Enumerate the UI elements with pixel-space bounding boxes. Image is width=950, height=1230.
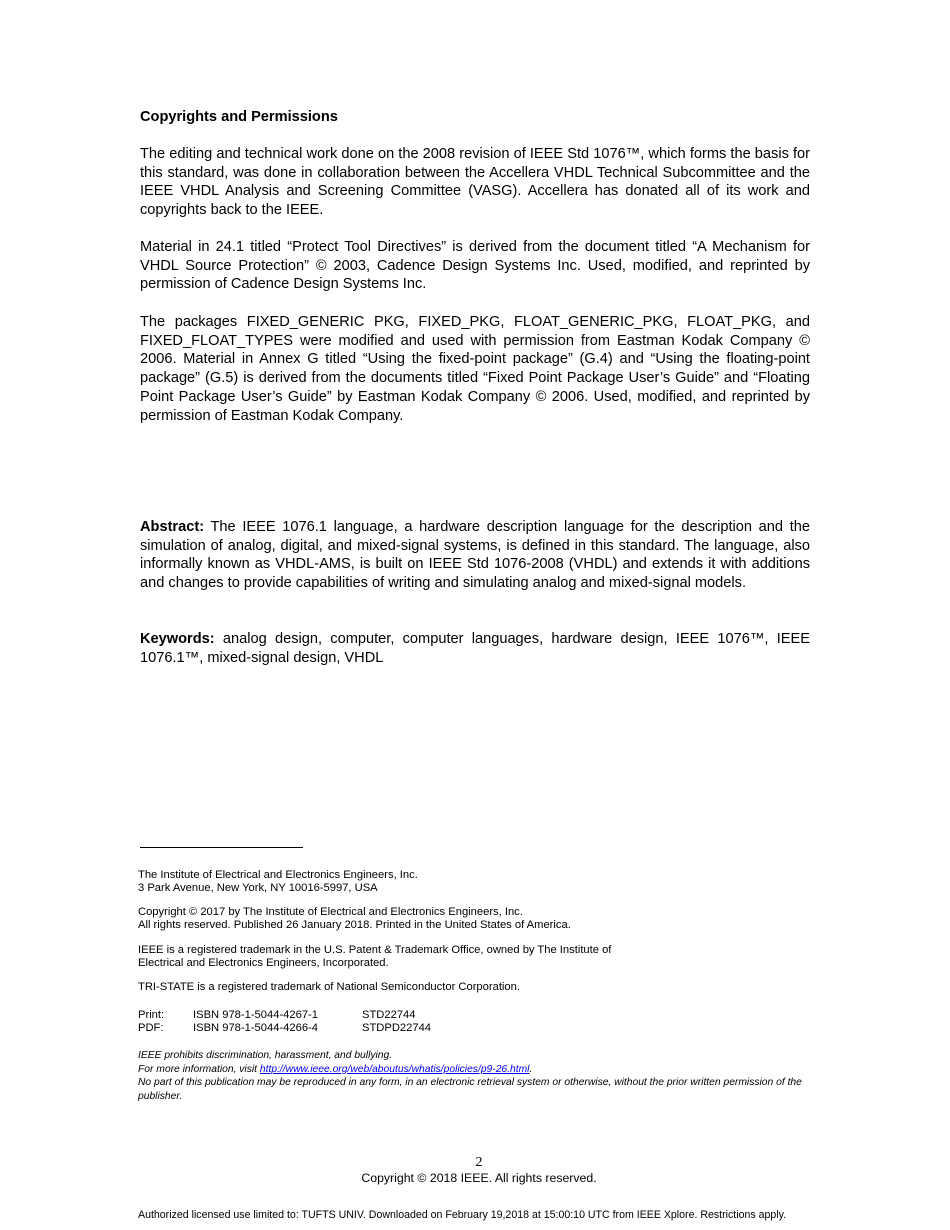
trademark-block bbox=[138, 944, 818, 970]
abstract-text: The IEEE 1076.1 language, a hardware description language for the description and the simulation of analog, digital, and mixed-signal systems, is defined in this standard. The language, also informally known as VHDL-AMS, is built on IEEE Std 1076-2008 (VHDL) and extends it with additions and changes to provide capabilities of writing and simulating analog and mixed-signal models. bbox=[140, 519, 810, 592]
abstract-label: Abstract: bbox=[140, 519, 205, 535]
paragraph-kodak: The packages FIXED_GENERIC PKG, FIXED_PKG, FLOAT_GENERIC_PKG, FLOAT_PKG, and FIXED_FLOAT_TYPES were modified and used with permission from Eastman Kodak Company © 2006. Material in Annex G titled “Using the fixed-point package” (G.4) and “Using the floating-point package” (G.5) is derived from the documents titled “Fixed Point Package User’s Guide” and “Floating Point Package User’s Guide” by Eastman Kodak Company © 2006. Used, modified, and reprinted by permission of Eastman Kodak Company. bbox=[140, 314, 810, 424]
keywords bbox=[140, 630, 810, 667]
publisher-name: The Institute of Electrical and Electronics Engineers, Inc. bbox=[138, 869, 418, 881]
info-suffix: . bbox=[529, 1063, 533, 1075]
isbn-row-pdf bbox=[138, 1022, 818, 1035]
isbn-block bbox=[138, 1009, 818, 1035]
authorized-use-notice: Authorized licensed use limited to: TUFTS UNIV. Downloaded on February 19,2018 at 15:00:10 UTC from IEEE Xplore. Restrictions apply. bbox=[138, 1209, 787, 1221]
isbn-number: ISBN 978-1-5044-4266-4 bbox=[193, 1021, 319, 1034]
rights-line: All rights reserved. Published 26 January 2018. Printed in the United States of America. bbox=[138, 918, 571, 931]
tristate-notice: TRI-STATE is a registered trademark of National Semiconductor Corporation. bbox=[138, 981, 520, 993]
trademark-line-2: Electrical and Electronics Engineers, Incorporated. bbox=[138, 956, 389, 969]
paragraph-accellera: The editing and technical work done on the 2008 revision of IEEE Std 1076™, which forms the basis for this standard, was done in collaboration between the Accellera VHDL Technical Subcommittee and the IEEE VHDL Analysis and Screening Committee (VASG). Accellera has donated all of its work and copyrights back to the IEEE. bbox=[140, 146, 810, 219]
footer-copyright: Copyright © 2018 IEEE. All rights reserved. bbox=[361, 1171, 597, 1185]
isbn-code: STDPD22744 bbox=[362, 1021, 432, 1034]
page-number: 2 bbox=[475, 1155, 483, 1170]
copyright-block bbox=[138, 906, 818, 932]
abstract bbox=[140, 518, 810, 593]
isbn-label: PDF: bbox=[138, 1021, 164, 1034]
section-heading: Copyrights and Permissions bbox=[140, 109, 338, 125]
reproduction-notice: No part of this publication may be reproduced in any form, in an electronic retrieval system or otherwise, without the prior written permission of the publisher. bbox=[138, 1077, 802, 1102]
isbn-code: STD22744 bbox=[362, 1009, 416, 1021]
isbn-row-print bbox=[138, 1009, 818, 1022]
policy-link[interactable]: http://www.ieee.org/web/aboutus/whatis/policies/p9-26.html bbox=[259, 1063, 530, 1075]
keywords-label: Keywords: bbox=[140, 631, 215, 647]
info-prefix: For more information, visit bbox=[138, 1063, 260, 1075]
trademark-line-1: IEEE is a registered trademark in the U.S. Patent & Trademark Office, owned by The Institute of bbox=[138, 944, 612, 956]
discrimination-notice: IEEE prohibits discrimination, harassment, and bullying. bbox=[138, 1050, 393, 1061]
keywords-text: analog design, computer, computer languages, hardware design, IEEE 1076™, IEEE 1076.1™, mixed-signal design, VHDL bbox=[140, 631, 810, 666]
isbn-number: ISBN 978-1-5044-4267-1 bbox=[193, 1009, 319, 1021]
copyright-line: Copyright © 2017 by The Institute of Electrical and Electronics Engineers, Inc. bbox=[138, 906, 523, 918]
legal-notice bbox=[138, 1049, 818, 1103]
info-line bbox=[138, 1063, 818, 1077]
isbn-label: Print: bbox=[138, 1009, 165, 1021]
publisher-block bbox=[138, 869, 818, 895]
publisher-address: 3 Park Avenue, New York, NY 10016-5997, USA bbox=[138, 881, 378, 894]
footnote-divider bbox=[140, 847, 303, 848]
paragraph-cadence: Material in 24.1 titled “Protect Tool Directives” is derived from the document titled “A Mechanism for VHDL Source Protection” © 2003, Cadence Design Systems Inc. Used, modified, and reprinted by permission of Cadence Design Systems Inc. bbox=[140, 239, 810, 293]
